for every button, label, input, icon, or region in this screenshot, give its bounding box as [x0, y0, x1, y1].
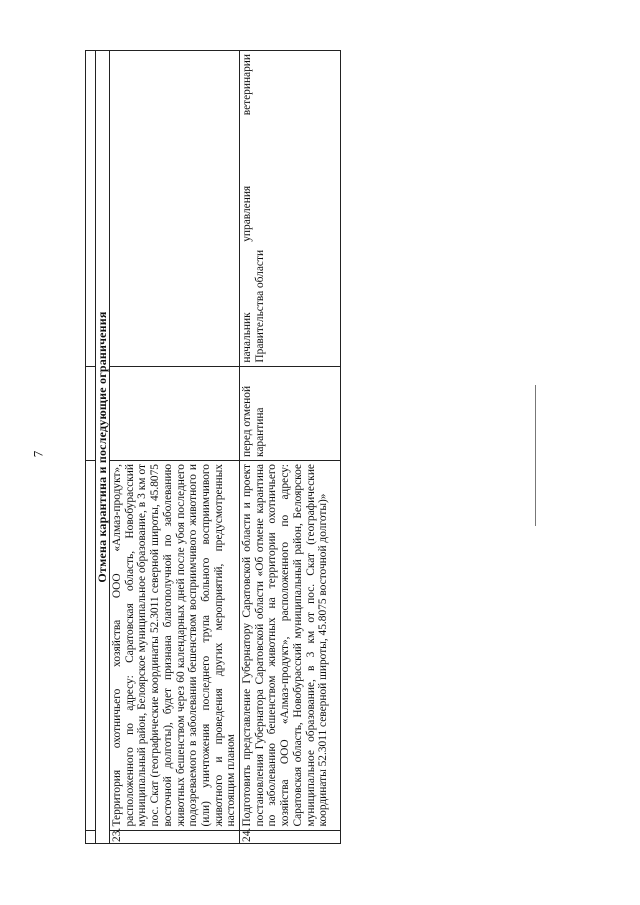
row-responsible	[110, 51, 240, 367]
table-top-row	[86, 51, 96, 844]
responsible-word: ветеринарии	[241, 54, 254, 116]
table-cell	[86, 51, 96, 367]
row-number: 24.	[240, 830, 341, 843]
table-cell	[86, 366, 96, 460]
row-text: Подготовить представление Губернатору Саратовской области и проект постановления Губернатора Саратовской области «Об отмене карантина по заболеванию бешенством животных на территории охотничьего хозяйства ООО «Алмаз-продукт», расположенного по адресу: Саратовская область, Новобурасский муниципальный район, Белоярское муниципальное образование, в 3 км от пос. Скат (географические координаты 52.3011 северной широты, 45.8075 восточной долготы)»	[240, 461, 341, 831]
row-responsible	[240, 51, 341, 367]
table-row	[110, 51, 240, 844]
plan-table	[85, 50, 341, 844]
section-header: Отмена карантина и последующие ограничения	[96, 51, 110, 844]
table-cell	[86, 830, 96, 843]
row-text: Территория охотничьего хозяйства ООО «Алмаз-продукт», расположенного по адресу: Саратовская область, Новобурасский муниципальный район, Белоярское муниципальное образование, в 3 км от пос. Скат (географические координаты 52.3011 северной широты, 45.8075 восточной долготы), будет признана благополучной по заболеванию животных бешенством через 60 календарных дней после убоя последнего подозреваемого в заболевании бешенством восприимчивого животного и (или) уничтожения последнего трупа больного восприимчивого животного и проведения других мероприятий, предусмотренных настоящим планом	[110, 461, 240, 831]
responsible-word: управления	[241, 185, 254, 242]
row-term: перед отменой карантина	[240, 366, 341, 460]
divider-line	[535, 385, 536, 526]
page-number: 7	[30, 450, 46, 458]
row-number: 23.	[110, 830, 240, 843]
plan-table-rotated	[85, 50, 341, 844]
table-row	[240, 51, 341, 844]
row-term	[110, 366, 240, 460]
responsible-line	[241, 54, 254, 363]
table-cell	[86, 461, 96, 831]
responsible-word: начальник	[241, 312, 254, 363]
section-header-row	[96, 51, 110, 844]
responsible-line: Правительства области	[253, 249, 266, 363]
